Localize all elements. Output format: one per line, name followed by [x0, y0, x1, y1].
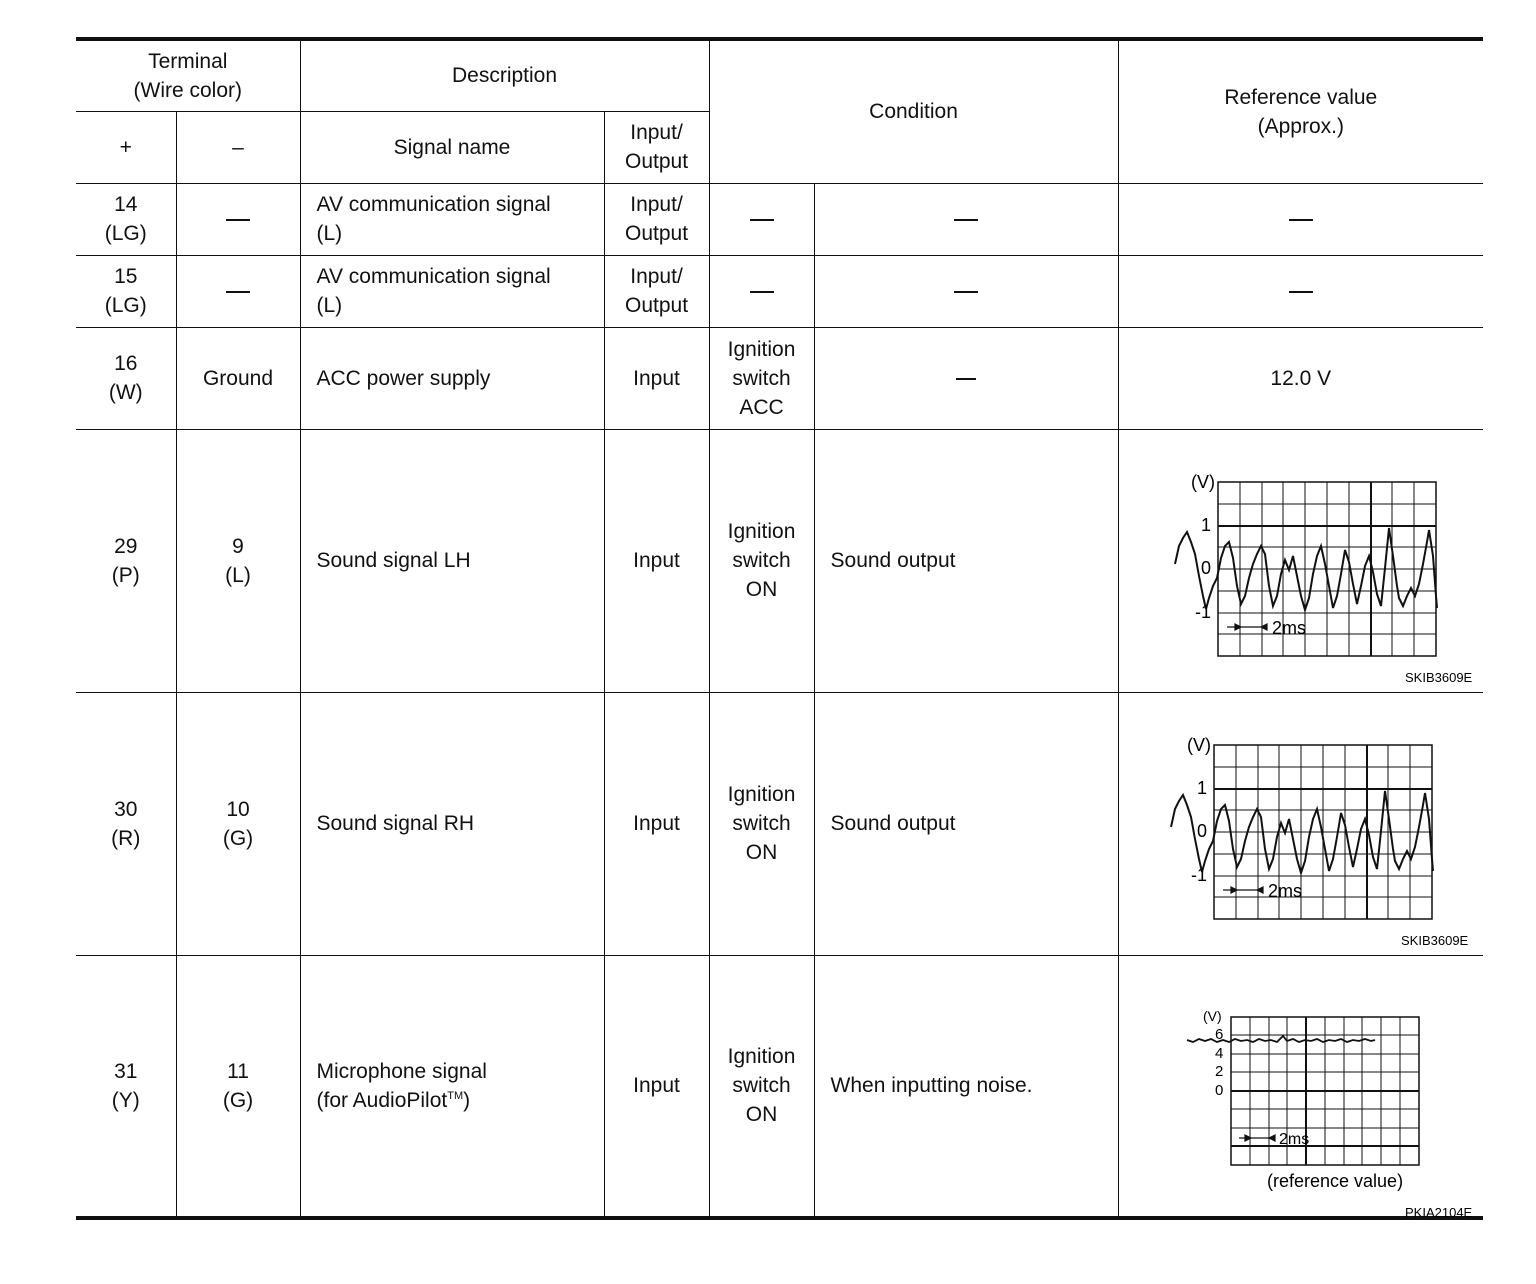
signal-name-line-2: (for AudioPilot™)	[316, 1088, 471, 1112]
positive-terminal: 14 (LG)	[76, 183, 176, 255]
input-output: Input	[604, 692, 709, 955]
condition-state: Sound output	[814, 692, 1118, 955]
minus-header: –	[176, 111, 300, 183]
input-output: Input	[604, 955, 709, 1218]
condition-state: Sound output	[814, 429, 1118, 692]
time-scale-marker	[1227, 624, 1267, 630]
y-tick-label: 1	[1200, 514, 1211, 535]
figure-code: SKIB3609E	[1404, 669, 1472, 685]
signal-name: AV communication signal (L)	[300, 255, 604, 327]
positive-terminal: 15 (LG)	[76, 255, 176, 327]
y-tick-label: -1	[1190, 864, 1207, 885]
dash-mark	[1289, 219, 1313, 221]
time-scale-label: 2ms	[1267, 880, 1302, 901]
signal-name: Sound signal LH	[300, 429, 604, 692]
positive-terminal: 29 (P)	[76, 429, 176, 692]
signal-name: AV communication signal (L)	[300, 183, 604, 255]
condition-switch: Ignition switch ON	[709, 692, 814, 955]
signal-name-header: Signal name	[300, 111, 604, 183]
input-output-header: Input/ Output	[604, 111, 709, 183]
positive-terminal: 31 (Y)	[76, 955, 176, 1218]
signal-name: Sound signal RH	[300, 692, 604, 955]
positive-terminal: 30 (R)	[76, 692, 176, 955]
reference-value	[1118, 255, 1483, 327]
dash-mark	[1289, 291, 1313, 293]
y-tick-label: 6	[1214, 1025, 1223, 1043]
dash-mark	[226, 291, 250, 293]
axis-unit-label: (V)	[1186, 734, 1211, 755]
dash-mark	[750, 219, 774, 221]
negative-terminal: 10 (G)	[176, 692, 300, 955]
header-row-1	[76, 39, 1483, 111]
signal-name: ACC power supply	[300, 327, 604, 429]
waveform-mic-svg	[1143, 971, 1483, 1220]
plus-header: +	[76, 111, 176, 183]
table-row	[76, 429, 1483, 692]
description-header: Description	[300, 39, 709, 111]
time-scale-marker	[1239, 1135, 1275, 1141]
negative-terminal: 11 (G)	[176, 955, 300, 1218]
signal-name: Microphone signal (for AudioPilot™)	[300, 955, 604, 1218]
reference-note: (reference value)	[1266, 1170, 1403, 1191]
reference-value	[1118, 955, 1483, 1218]
negative-terminal	[176, 183, 300, 255]
condition-state	[814, 183, 1118, 255]
waveform-lh-svg	[1143, 446, 1483, 685]
y-tick-label: 0	[1200, 557, 1211, 578]
dash-mark	[956, 378, 976, 380]
y-tick-label: 0	[1196, 820, 1207, 841]
negative-terminal: Ground	[176, 327, 300, 429]
y-tick-label: 2	[1214, 1062, 1223, 1080]
table-row	[76, 255, 1483, 327]
condition-header: Condition	[709, 39, 1118, 183]
y-tick-label: -1	[1194, 601, 1211, 622]
reference-value	[1118, 429, 1483, 692]
time-scale-label: 2ms	[1271, 617, 1306, 638]
condition-state	[814, 255, 1118, 327]
dash-mark	[226, 219, 250, 221]
axis-unit-label: (V)	[1202, 1007, 1222, 1024]
condition-switch: Ignition switch ON	[709, 955, 814, 1218]
time-scale-marker	[1223, 887, 1263, 893]
terminal-header: Terminal (Wire color)	[76, 39, 300, 111]
waveform-figure-rh	[1143, 709, 1483, 948]
trademark-mark: TM	[447, 1089, 464, 1102]
reference-value	[1118, 183, 1483, 255]
reference-value-header: Reference value (Approx.)	[1118, 39, 1483, 183]
condition-switch: Ignition switch ON	[709, 429, 814, 692]
input-output: Input/ Output	[604, 183, 709, 255]
dash-mark	[954, 291, 978, 293]
table-row	[76, 327, 1483, 429]
table-row	[76, 955, 1483, 1218]
negative-terminal	[176, 255, 300, 327]
reference-value: 12.0 V	[1118, 327, 1483, 429]
condition-state: When inputting noise.	[814, 955, 1118, 1218]
figure-code: PKIA2104E	[1404, 1204, 1472, 1220]
dash-mark	[750, 291, 774, 293]
waveform-rh-svg	[1143, 709, 1483, 948]
condition-switch	[709, 255, 814, 327]
input-output: Input/ Output	[604, 255, 709, 327]
input-output: Input	[604, 429, 709, 692]
negative-terminal: 9 (L)	[176, 429, 300, 692]
terminal-spec-table	[76, 37, 1483, 1220]
y-tick-label: 4	[1214, 1044, 1223, 1062]
waveform-figure-mic	[1143, 971, 1483, 1220]
y-tick-label: 1	[1196, 777, 1207, 798]
table-row	[76, 183, 1483, 255]
waveform-figure-lh	[1143, 446, 1483, 685]
dash-mark	[954, 219, 978, 221]
input-output: Input	[604, 327, 709, 429]
condition-state	[814, 327, 1118, 429]
positive-terminal: 16 (W)	[76, 327, 176, 429]
table-row	[76, 692, 1483, 955]
reference-value	[1118, 692, 1483, 955]
condition-switch	[709, 183, 814, 255]
y-tick-label: 0	[1214, 1081, 1223, 1099]
axis-unit-label: (V)	[1190, 471, 1215, 492]
figure-code: SKIB3609E	[1400, 932, 1468, 948]
condition-switch: Ignition switch ACC	[709, 327, 814, 429]
time-scale-label: 2ms	[1278, 1130, 1309, 1148]
